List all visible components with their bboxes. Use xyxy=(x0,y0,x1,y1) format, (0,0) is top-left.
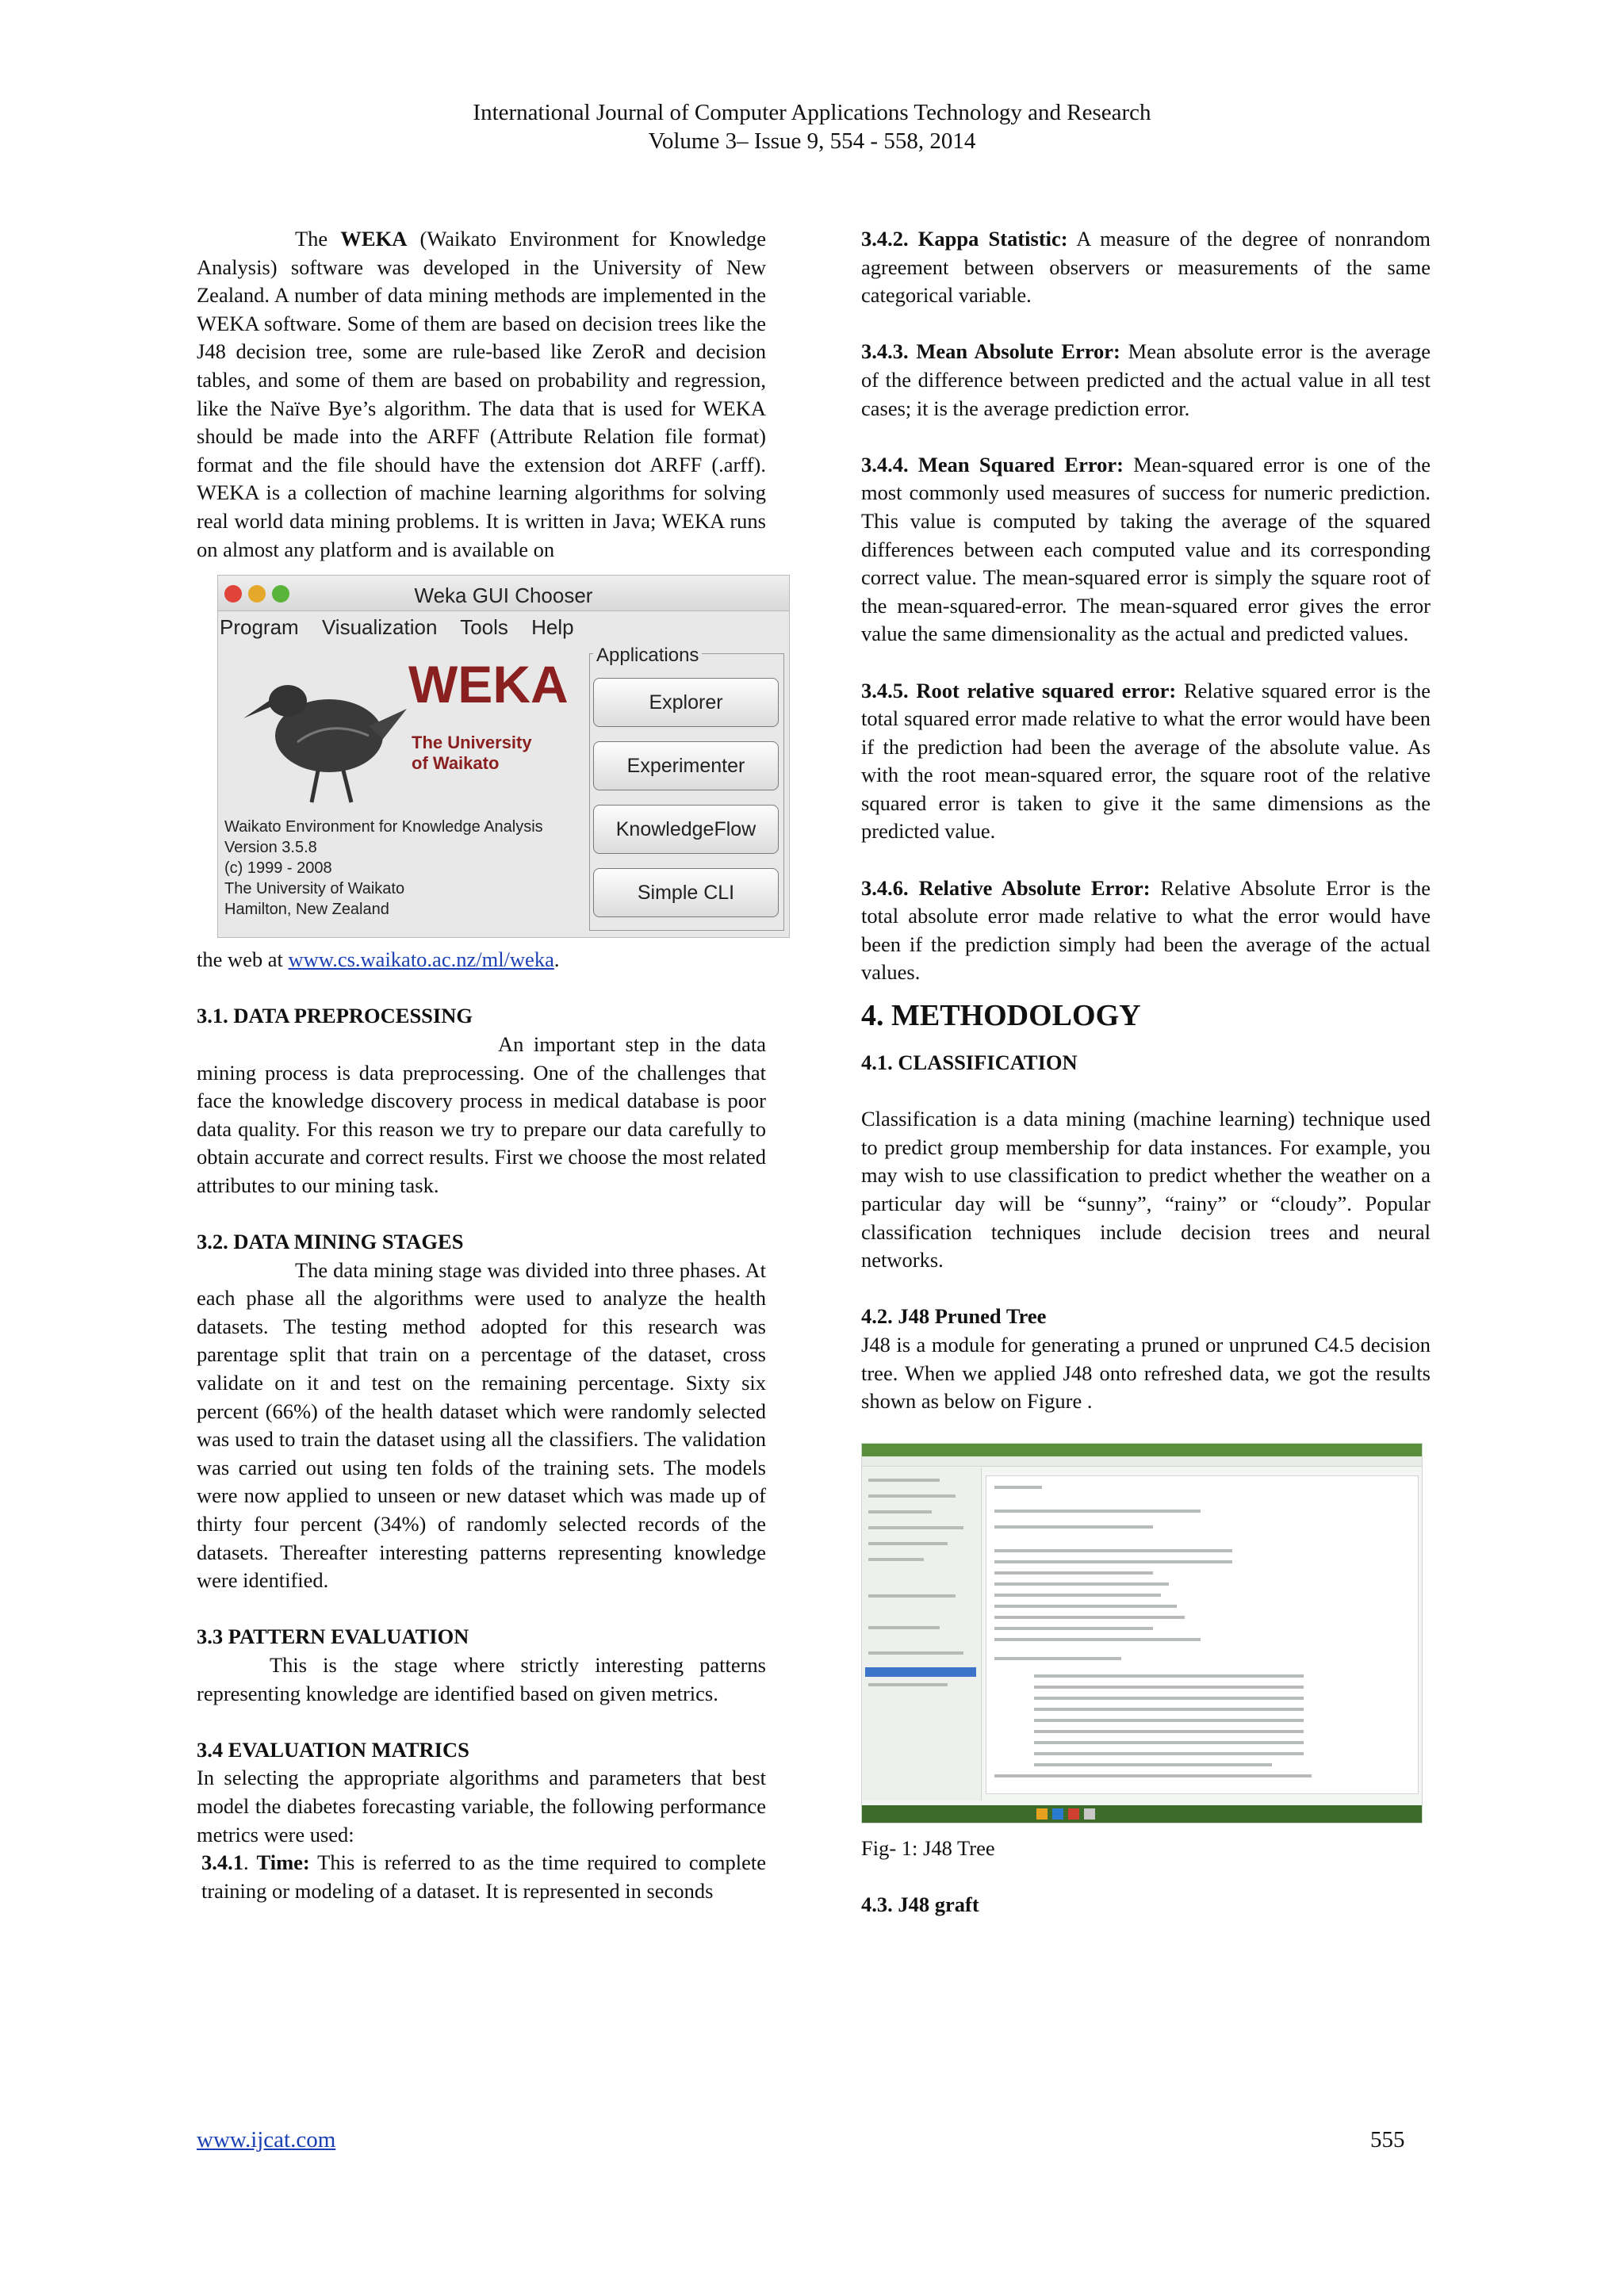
figure-1-caption: Fig- 1: J48 Tree xyxy=(861,1835,995,1860)
section-3-1-text: An important step in the data mining process is data preprocessing. One of the challenges that face the knowledge discovery process in medical database is poor data quality. For this reason we try to prepare our data carefully to obtain accurate and correct results. First we choose the most related attributes to our mining task. xyxy=(197,1031,766,1197)
section-4-2-text: J48 is a module for generating a pruned or unpruned C4.5 decision tree. When we applied J48 onto refreshed data, we got the results shown as below on Figure . xyxy=(861,1332,1431,1414)
taskbar-app-icon xyxy=(1036,1808,1048,1820)
screenshot-titlebar xyxy=(862,1444,1422,1456)
left-column xyxy=(197,225,766,1905)
footer-link[interactable]: www.ijcat.com xyxy=(197,2127,336,2152)
weka-window-title: Weka GUI Chooser xyxy=(414,584,593,608)
s341-bold: Time: xyxy=(256,1850,310,1875)
classifier-output-panel xyxy=(986,1475,1419,1794)
screenshot-left-panel xyxy=(862,1468,982,1800)
logo-sub2: of Waikato xyxy=(412,753,500,774)
info-line: (c) 1999 - 2008 xyxy=(224,859,332,878)
explorer-button[interactable]: Explorer xyxy=(593,678,779,727)
weka-bold: WEKA xyxy=(340,227,408,251)
experimenter-button[interactable]: Experimenter xyxy=(593,741,779,790)
intro-paragraph xyxy=(197,225,766,564)
weka-logo-text: WEKA xyxy=(408,655,569,714)
section-4-title: 4. METHODOLOGY xyxy=(861,999,1141,1033)
j48-tree-screenshot xyxy=(861,1443,1423,1823)
s341-num: 3.4.1 xyxy=(201,1850,243,1875)
s343-bold: 3.4.3. Mean Absolute Error: xyxy=(861,339,1120,364)
weka-menubar xyxy=(218,611,789,643)
section-3-2-text: The data mining stage was divided into three phases. At each phase all the algorithms were used to analyze the health datasets. The testing method adopted for this research was parentage split that train on a percentage of the dataset, cross validate on it and test on the remaining percentage. Sixty six percent (66%) of the health dataset which were randomly selected was used to train the dataset using all the classifiers. The validation was carried out using ten folds of the training sets. The models were now applied to unseen or new dataset which was made up of thirty four percent (34%) of randomly selected records of the datasets. Thereafter interesting patterns representing knowledge were identified. xyxy=(197,1257,766,1593)
screenshot-taskbar xyxy=(862,1805,1422,1823)
right-column xyxy=(861,225,1431,1919)
s346-bold: 3.4.6. Relative Absolute Error: xyxy=(861,875,1151,900)
volume-info: Volume 3– Issue 9, 554 - 558, 2014 xyxy=(648,128,976,154)
section-3-2-title: 3.2. DATA MINING STAGES xyxy=(197,1230,464,1254)
section-3-4-5-text xyxy=(861,677,1431,847)
weka-titlebar xyxy=(218,576,789,611)
taskbar-app-icon xyxy=(1068,1808,1079,1820)
section-4-3-title: 4.3. J48 graft xyxy=(861,1892,979,1916)
web-post: . xyxy=(553,947,560,972)
menu-program[interactable]: Program xyxy=(220,615,299,640)
s342-text: A measure of the degree of nonrandom agreement between observers or measurements of the same categorical variable. xyxy=(861,227,1431,308)
menu-help[interactable]: Help xyxy=(531,615,574,640)
s345-text: Relative squared error is the total squared error made relative to what the error would have been if the prediction had been the average of the absolute value. As with the root mean-squared error, the square root of the relative squared error is taken to give it the same dimensions as the predicted value. xyxy=(861,678,1431,844)
section-4-1-text: Classification is a data mining (machine learning) technique used to predict group membership for data instances. For example, you may wish to use classification to predict whether the weather on a particular day will be “sunny”, “rainy” or “cloudy”. Popular classification techniques include decision trees and neural networks. xyxy=(861,1107,1431,1272)
info-line: The University of Waikato xyxy=(224,880,405,898)
applications-group xyxy=(589,645,784,931)
applications-label: Applications xyxy=(593,641,702,670)
footer-site xyxy=(197,2127,335,2153)
weka-info xyxy=(224,817,543,920)
weka-gui-chooser-figure xyxy=(217,575,790,938)
info-line: Hamilton, New Zealand xyxy=(224,901,389,919)
s344-text: Mean-squared error is one of the most commonly used measures of success for numeric prediction. This value is computed by taking the average of the squared differences between each computed value and its corresponding correct value. The mean-squared error is simply the square root of the mean-squared-error. The mean-squared error gives the error value the same dimensionality as the actual and predicted values. xyxy=(861,452,1431,646)
section-4-2-title: 4.2. J48 Pruned Tree xyxy=(861,1304,1047,1329)
weka-logo-subtitle xyxy=(407,733,532,774)
section-3-4-1-text xyxy=(197,1849,766,1905)
web-pre: the web at xyxy=(197,947,289,972)
weka-link[interactable]: www.cs.waikato.ac.nz/ml/weka xyxy=(288,947,554,972)
weka-bird-icon xyxy=(242,663,408,806)
page-number: 555 xyxy=(1370,2127,1405,2152)
taskbar-app-icon xyxy=(1084,1808,1095,1820)
journal-title: International Journal of Computer Applications Technology and Research xyxy=(473,100,1151,125)
section-3-3-text: This is the stage where strictly interesting patterns representing knowledge are identified based on given metrics. xyxy=(197,1652,766,1705)
s343-text: Mean absolute error is the average of the difference between predicted and the actual value in all test cases; it is the average prediction error. xyxy=(861,339,1431,420)
section-3-4-6-text xyxy=(861,874,1431,987)
s341-dot: . xyxy=(243,1850,257,1875)
s341-text: This is referred to as the time required to complete training or modeling of a dataset. It is represented in seconds xyxy=(201,1850,767,1903)
info-line: Waikato Environment for Knowledge Analysis xyxy=(224,818,543,836)
s346-text: Relative Absolute Error is the total absolute error made relative to what the error would have been if the prediction simply had been the average of the actual values. xyxy=(861,875,1431,985)
section-3-4-2-text xyxy=(861,225,1431,310)
knowledgeflow-button[interactable]: KnowledgeFlow xyxy=(593,805,779,854)
menu-visualization[interactable]: Visualization xyxy=(321,615,438,640)
s344-bold: 3.4.4. Mean Squared Error: xyxy=(861,452,1124,476)
web-paragraph xyxy=(197,946,766,974)
taskbar-app-icon xyxy=(1052,1808,1063,1820)
section-4-1-title: 4.1. CLASSIFICATION xyxy=(861,1050,1078,1075)
section-3-3-title: 3.3 PATTERN EVALUATION xyxy=(197,1624,469,1649)
section-3-4-title: 3.4 EVALUATION MATRICS xyxy=(197,1737,469,1762)
s345-bold: 3.4.5. Root relative squared error: xyxy=(861,678,1177,702)
screenshot-menubar xyxy=(862,1456,1422,1467)
section-3-1-title: 3.1. DATA PREPROCESSING xyxy=(197,1004,473,1028)
running-header xyxy=(0,98,1624,155)
section-3-4-4-text xyxy=(861,451,1431,649)
section-3-4-3-text xyxy=(861,338,1431,423)
intro-pre: The xyxy=(295,227,341,251)
selected-result-row xyxy=(865,1667,976,1677)
logo-sub1: The University xyxy=(412,733,532,753)
s342-bold: 3.4.2. Kappa Statistic: xyxy=(861,227,1068,251)
info-line: Version 3.5.8 xyxy=(224,839,317,857)
simple-cli-button[interactable]: Simple CLI xyxy=(593,868,779,917)
intro-text: (Waikato Environment for Knowledge Analysis) software was developed in the University of New Zealand. A number of data mining methods are implemented in the WEKA software. Some of them are based on decision trees like the J48 decision tree, some are rule-based like ZeroR and decision tables, and some of them are based on probability and regression, like the Naïve Bye’s algorithm. The data that is used for WEKA should be made into the ARFF (Attribute Relation file format) format and the file should have the extension dot ARFF (.arff). WEKA is a collection of machine learning algorithms for solving real world data mining problems. It is written in Java; WEKA runs on almost any platform and is available on xyxy=(197,227,767,561)
section-3-4-text: In selecting the appropriate algorithms and parameters that best model the diabetes forecasting variable, the following performance metrics were used: xyxy=(197,1766,766,1846)
menu-tools[interactable]: Tools xyxy=(460,615,508,640)
